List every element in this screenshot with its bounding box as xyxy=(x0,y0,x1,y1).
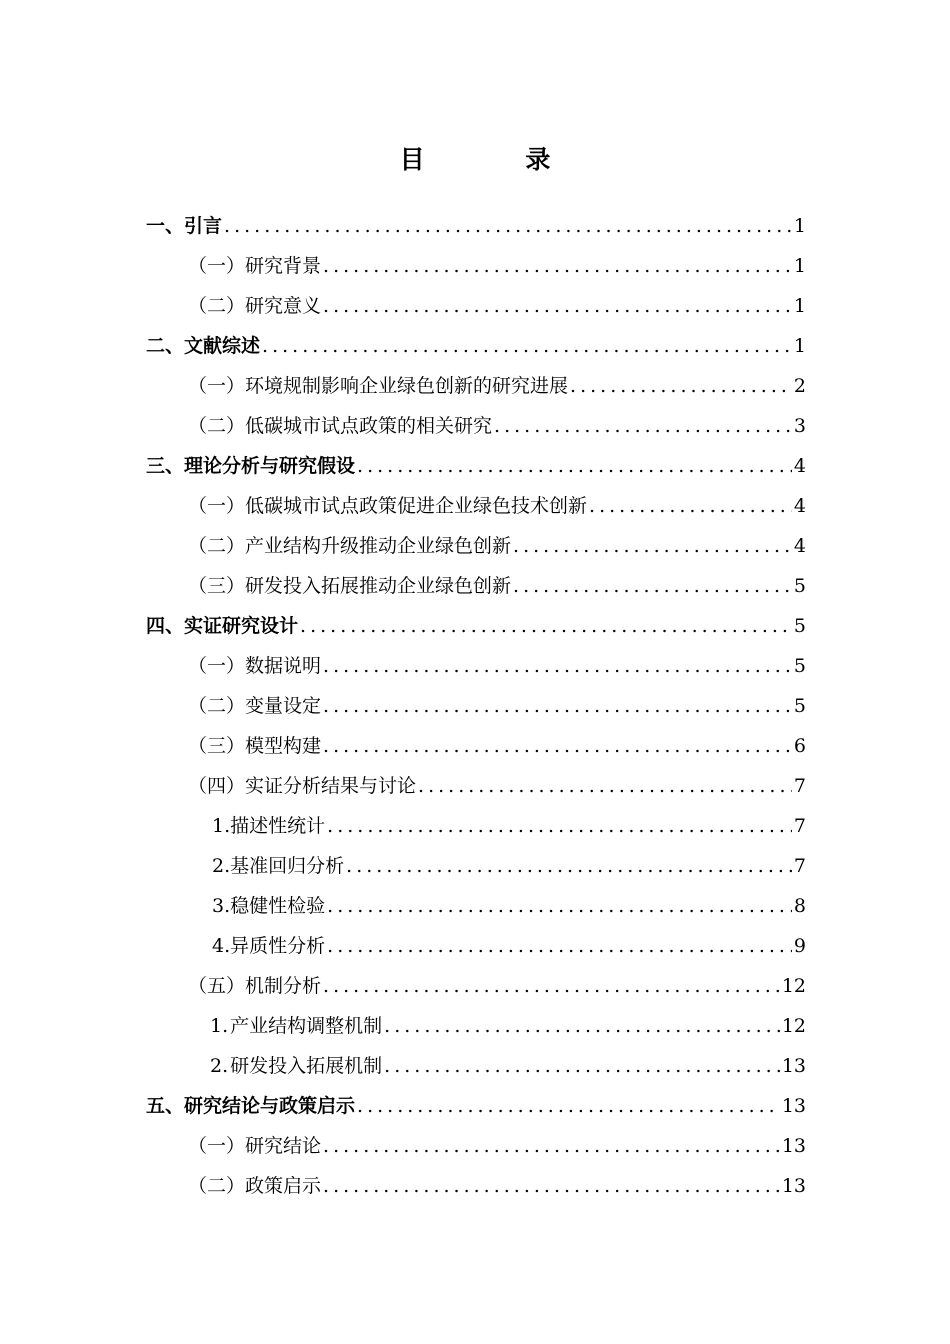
toc-entry[interactable] xyxy=(212,886,806,926)
toc-entry-number: （二） xyxy=(188,295,246,317)
toc-entry-label: 研究结论与政策启示 xyxy=(184,1095,356,1117)
toc-entry[interactable] xyxy=(210,1006,806,1046)
toc-leader-dots xyxy=(589,486,792,526)
toc-entry-label: 研究结论 xyxy=(245,1135,322,1157)
toc-entry-number: （二） xyxy=(188,535,246,557)
toc-leader-dots xyxy=(570,366,792,406)
toc-entry-page: 5 xyxy=(793,615,806,637)
toc-entry[interactable] xyxy=(188,486,806,526)
toc-entry[interactable] xyxy=(146,446,806,486)
toc-entry[interactable] xyxy=(188,686,806,726)
toc-entry-number: （四） xyxy=(188,775,246,797)
toc-entry-label: 研究背景 xyxy=(245,255,322,277)
toc-entry[interactable] xyxy=(188,246,806,286)
toc-entry-number: （一） xyxy=(188,255,246,277)
toc-leader-dots xyxy=(323,726,792,766)
toc-leader-dots xyxy=(327,806,792,846)
toc-title: 目 录 xyxy=(399,145,597,174)
toc-leader-dots xyxy=(513,566,792,606)
toc-leader-dots xyxy=(323,646,792,686)
toc-entry-page: 4 xyxy=(793,495,806,517)
toc-leader-dots xyxy=(327,926,792,966)
toc-entry-number: （五） xyxy=(188,975,246,997)
toc-entry-number: 三、 xyxy=(146,455,185,477)
toc-entry-page: 12 xyxy=(781,975,806,997)
toc-entry[interactable] xyxy=(146,206,806,246)
toc-entry-page: 13 xyxy=(781,1055,806,1077)
toc-entry-number: （一） xyxy=(188,655,246,677)
toc-entry[interactable] xyxy=(146,606,806,646)
toc-entry-label: 文献综述 xyxy=(184,335,261,357)
toc-leader-dots xyxy=(346,846,792,886)
toc-entry[interactable] xyxy=(188,1166,806,1206)
toc-entry[interactable] xyxy=(188,726,806,766)
toc-entry-number: 3. xyxy=(212,895,231,917)
toc-entry-label: 环境规制影响企业绿色创新的研究进展 xyxy=(245,375,569,397)
toc-entry-number: 二、 xyxy=(146,335,185,357)
toc-leader-dots xyxy=(224,206,792,246)
toc-entry-label: 研发投入拓展推动企业绿色创新 xyxy=(245,575,512,597)
toc-leader-dots xyxy=(323,686,792,726)
toc-entry[interactable] xyxy=(188,566,806,606)
toc-leader-dots xyxy=(418,766,792,806)
toc-entry[interactable] xyxy=(188,366,806,406)
toc-entry[interactable] xyxy=(188,406,806,446)
toc-entry-label: 异质性分析 xyxy=(230,935,326,957)
toc-entry-number: （二） xyxy=(188,415,246,437)
toc-entry-number: （二） xyxy=(188,695,246,717)
toc-leader-dots xyxy=(323,966,780,1006)
toc-entry[interactable] xyxy=(210,1046,806,1086)
toc-entry-page: 5 xyxy=(793,575,806,597)
toc-entry-page: 3 xyxy=(793,415,806,437)
toc-leader-dots xyxy=(357,1086,780,1126)
toc-entry[interactable] xyxy=(188,966,806,1006)
toc-leader-dots xyxy=(384,1006,780,1046)
toc-leader-dots xyxy=(357,446,792,486)
toc-entry-page: 1 xyxy=(793,215,806,237)
toc-entry-page: 2 xyxy=(793,375,806,397)
toc-entry-label: 变量设定 xyxy=(245,695,322,717)
toc-entry-label: 政策启示 xyxy=(245,1175,322,1197)
toc-entry-page: 13 xyxy=(781,1135,806,1157)
toc-entry-label: 基准回归分析 xyxy=(230,855,345,877)
toc-entry-number: 2. xyxy=(210,1055,229,1077)
toc-entry-number: （三） xyxy=(188,735,246,757)
toc-entry[interactable] xyxy=(188,646,806,686)
toc-entry-page: 4 xyxy=(793,455,806,477)
toc-entry-label: 低碳城市试点政策的相关研究 xyxy=(245,415,493,437)
toc-entry-number: 1. xyxy=(210,1015,229,1037)
toc-entry[interactable] xyxy=(188,286,806,326)
toc-leader-dots xyxy=(323,286,792,326)
toc-entry-label: 实证研究设计 xyxy=(184,615,299,637)
toc-entry-number: 一、 xyxy=(146,215,185,237)
toc-entry-label: 研究意义 xyxy=(245,295,322,317)
toc-entry-label: 描述性统计 xyxy=(230,815,326,837)
toc-entry-page: 1 xyxy=(793,335,806,357)
toc-entry-number: （一） xyxy=(188,375,246,397)
toc-entry[interactable] xyxy=(212,926,806,966)
toc-entry-number: （三） xyxy=(188,575,246,597)
toc-entry-label: 实证分析结果与讨论 xyxy=(245,775,417,797)
toc-entry-number: 五、 xyxy=(146,1095,185,1117)
toc-entry-page: 1 xyxy=(793,255,806,277)
toc-entry-label: 引言 xyxy=(184,215,223,237)
toc-entry[interactable] xyxy=(212,806,806,846)
toc-leader-dots xyxy=(323,246,792,286)
toc-entry-page: 5 xyxy=(793,655,806,677)
toc-entry-page: 1 xyxy=(793,295,806,317)
toc-entry-number: 4. xyxy=(212,935,231,957)
toc-entry-page: 4 xyxy=(793,535,806,557)
toc-entry[interactable] xyxy=(212,846,806,886)
toc-leader-dots xyxy=(513,526,792,566)
toc-entry-number: 2. xyxy=(212,855,231,877)
toc-entry[interactable] xyxy=(188,1126,806,1166)
toc-entry-label: 产业结构调整机制 xyxy=(230,1015,383,1037)
toc-entry-number: （二） xyxy=(188,1175,246,1197)
toc-leader-dots xyxy=(262,326,792,366)
toc-leader-dots xyxy=(384,1046,780,1086)
toc-leader-dots xyxy=(327,886,792,926)
toc-leader-dots xyxy=(494,406,792,446)
toc-entry-page: 8 xyxy=(793,895,806,917)
toc-entry-label: 低碳城市试点政策促进企业绿色技术创新 xyxy=(245,495,588,517)
toc-entry[interactable] xyxy=(188,766,806,806)
toc-leader-dots xyxy=(323,1166,780,1206)
toc-entry-label: 稳健性检验 xyxy=(230,895,326,917)
toc-entry[interactable] xyxy=(146,1086,806,1126)
toc-entry-page: 7 xyxy=(793,855,806,877)
toc-entry-label: 产业结构升级推动企业绿色创新 xyxy=(245,535,512,557)
toc-entry-label: 数据说明 xyxy=(245,655,322,677)
toc-entry-number: 1. xyxy=(212,815,231,837)
toc-leader-dots xyxy=(323,1126,780,1166)
toc-entry-number: 四、 xyxy=(146,615,185,637)
toc-entry-page: 5 xyxy=(793,695,806,717)
toc-entry-page: 13 xyxy=(781,1095,806,1117)
toc-entry-number: （一） xyxy=(188,1135,246,1157)
toc-entry[interactable] xyxy=(146,326,806,366)
toc-entry[interactable] xyxy=(188,526,806,566)
toc-entry-page: 7 xyxy=(793,775,806,797)
toc-entry-label: 机制分析 xyxy=(245,975,322,997)
toc-entry-label: 模型构建 xyxy=(245,735,322,757)
toc-entry-label: 理论分析与研究假设 xyxy=(184,455,356,477)
toc-entry-page: 12 xyxy=(781,1015,806,1037)
toc-entry-page: 13 xyxy=(781,1175,806,1197)
toc-entry-page: 9 xyxy=(793,935,806,957)
toc-entry-page: 6 xyxy=(793,735,806,757)
toc-entry-number: （一） xyxy=(188,495,246,517)
toc-leader-dots xyxy=(300,606,792,646)
toc-entry-page: 7 xyxy=(793,815,806,837)
toc-entry-label: 研发投入拓展机制 xyxy=(230,1055,383,1077)
